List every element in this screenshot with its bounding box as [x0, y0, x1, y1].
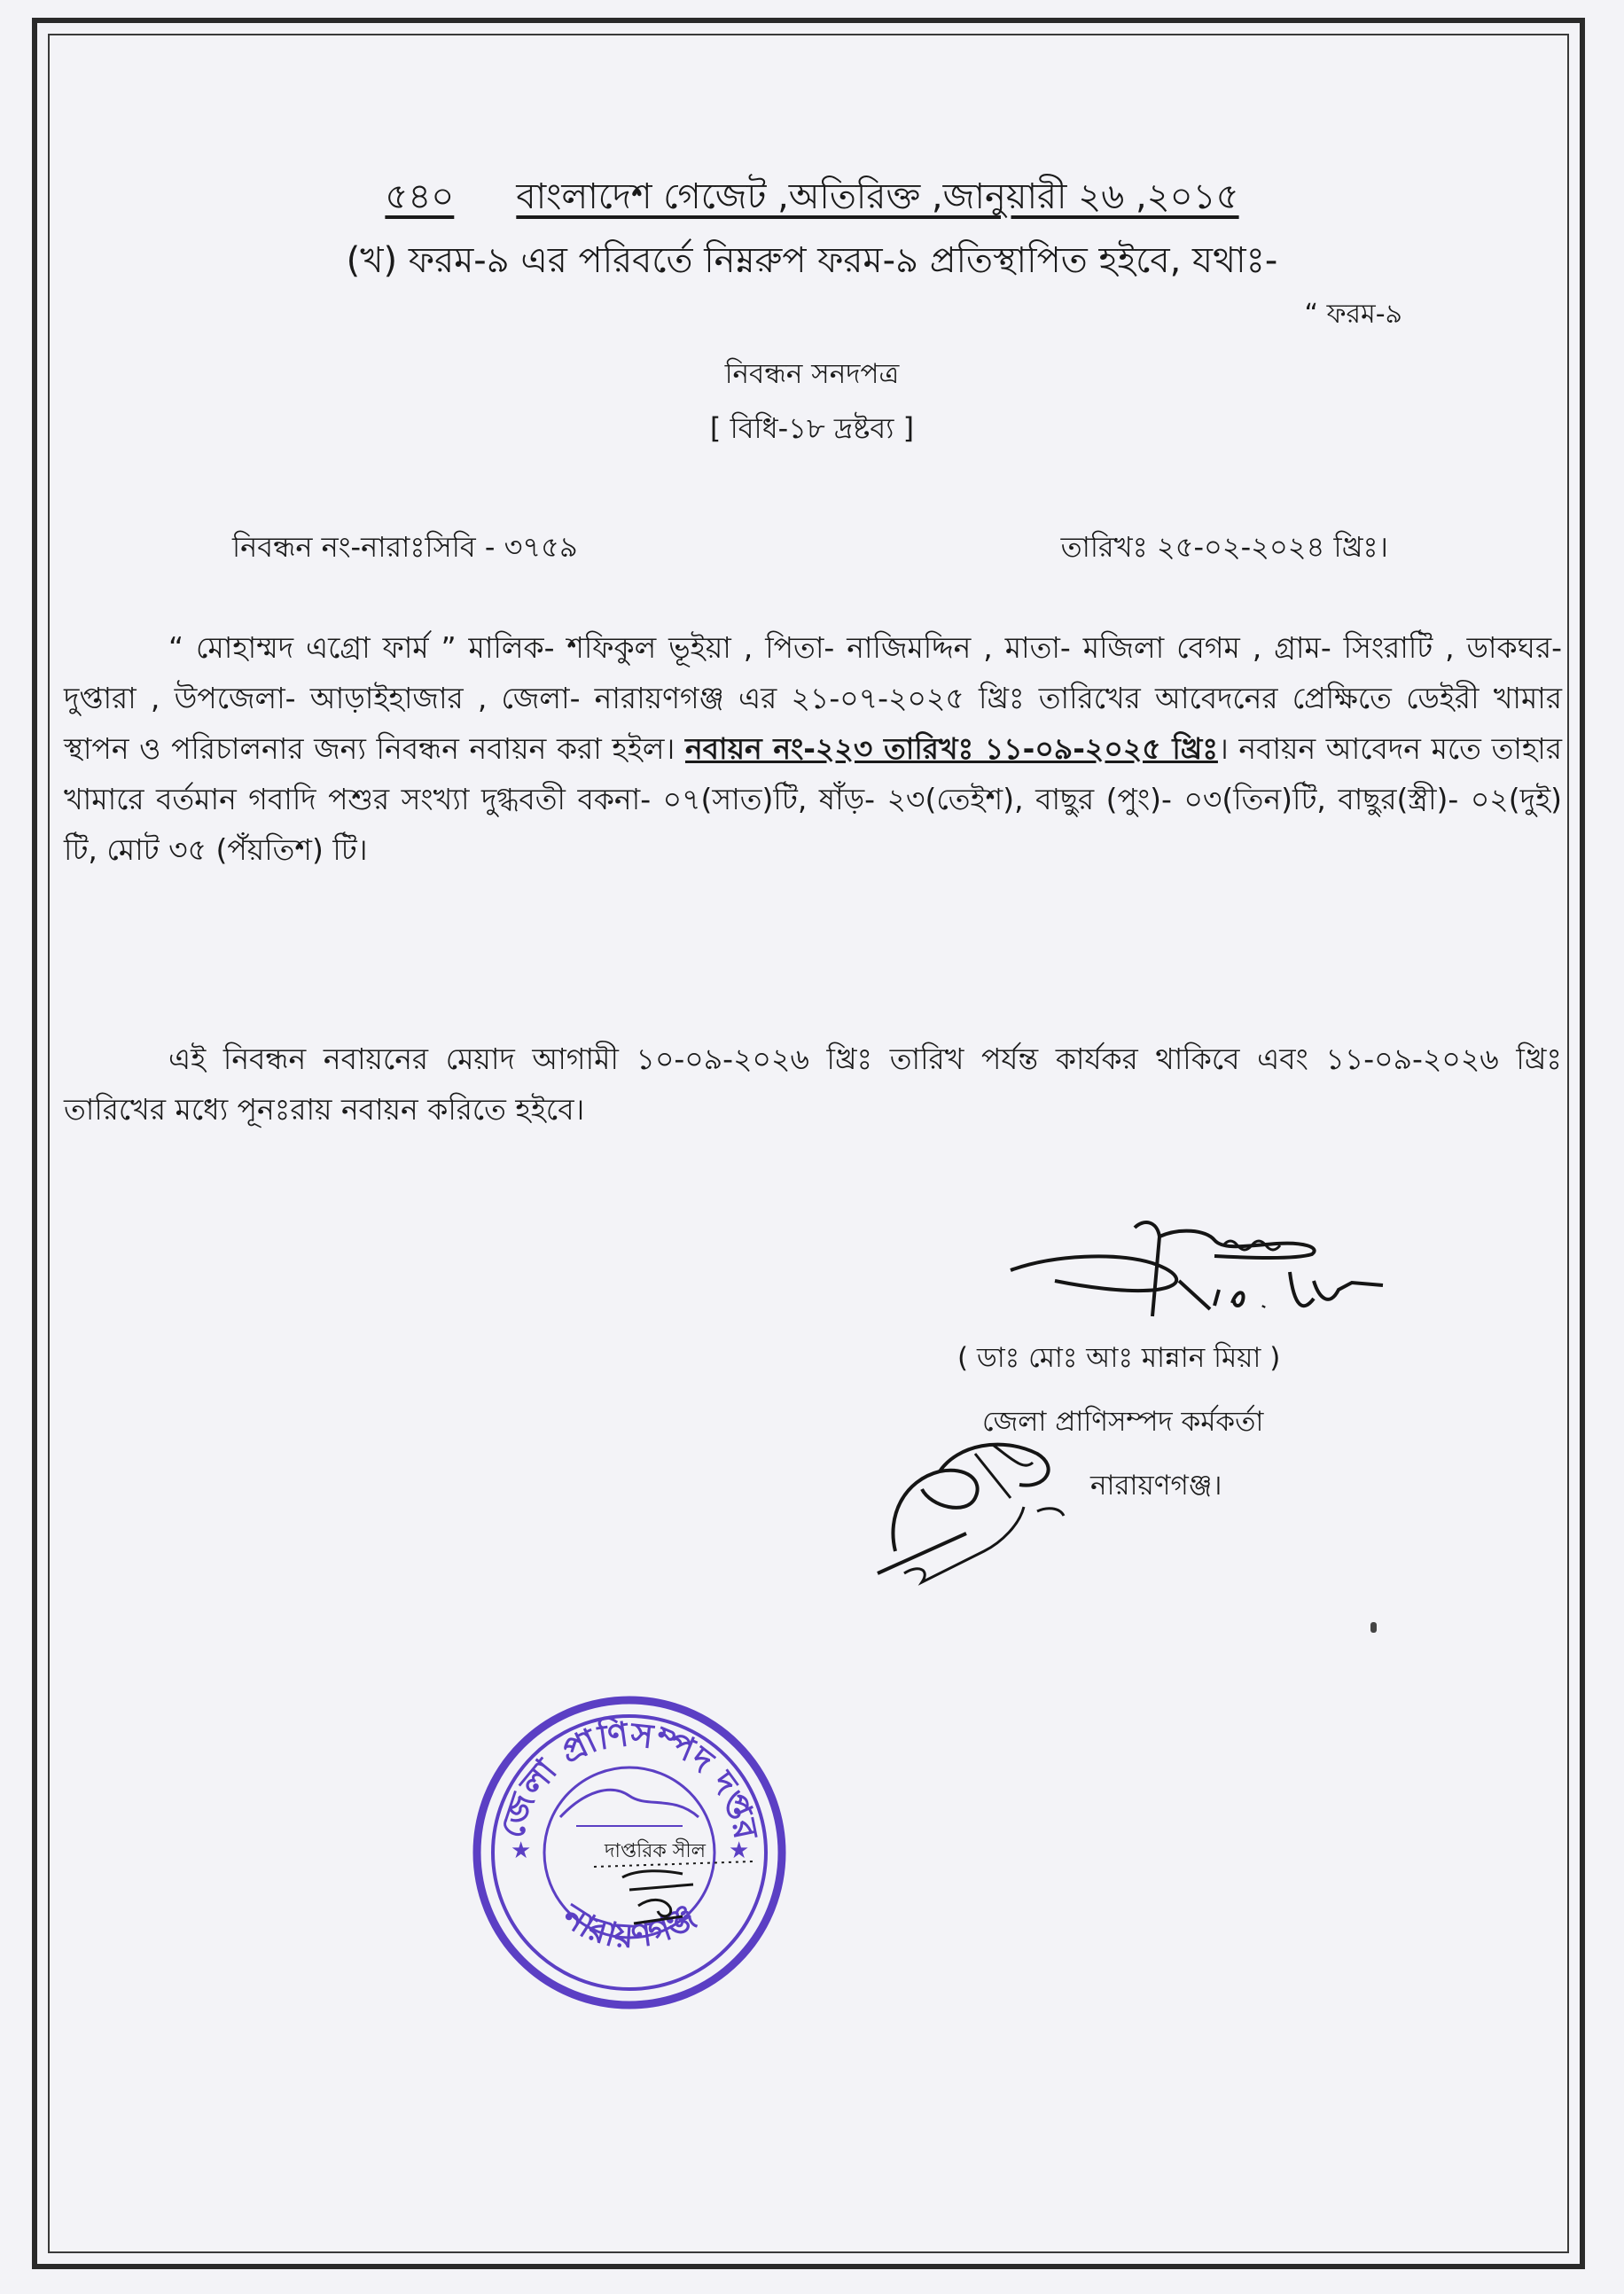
renewal-number: নবায়ন নং-২২৩ তারিখঃ ১১-০৯-২০২৫ খ্রিঃ — [684, 731, 1218, 766]
seal-star-left: ★ — [511, 1838, 532, 1864]
svg-text:নারায়ণগঞ্জ — [554, 1895, 702, 1955]
renewal-text-part1: “ মোহাম্মদ এগ্রো ফার্ম ” মালিক- শফিকুল ভূইয়া , পিতা- নাজিমদ্দিন , মাতা- মজিলা বেগম , গ্রাম- সিংরাটি , ডাকঘর- দুপ্তারা , উপজেলা- আড়াইহাজার , জেলা- নারায়ণগঞ্জ এর ২১-০৭-২০২৫ খ্রিঃ তারিখের আবেদনের প্রেক্ষিতে ডেইরী খামার স্থাপন ও পরিচালনার জন্য নিবন্ধন নবায়ন করা হইল। — [64, 630, 1562, 766]
ink-speck — [1370, 1622, 1377, 1633]
form-reference: “ ফরম-৯ — [1304, 299, 1402, 330]
certificate-title: নিবন্ধন সনদপত্র — [724, 358, 900, 390]
counter-signature — [869, 1418, 1099, 1604]
gazette-line: বাংলাদেশ গেজেট ,অতিরিক্ত ,জানুয়ারী ২৬ ,২০১৫ — [516, 176, 1239, 217]
gazette-header — [0, 168, 1624, 228]
seal-star-right: ★ — [729, 1838, 750, 1864]
validity-paragraph — [64, 1034, 1562, 1135]
seal-top-text: জেলা প্রাণিসম্পদ দপ্তর — [492, 1714, 766, 1843]
registration-number: নিবন্ধন নং-নারাঃসিবি - ৩৭৫৯ — [232, 530, 578, 564]
official-seal — [461, 1684, 798, 2021]
registration-date: তারিখঃ ২৫-০২-২০২৪ খ্রিঃ। — [1060, 530, 1388, 564]
signatory-name: ( ডাঃ মোঃ আঃ মান্নান মিয়া ) — [957, 1342, 1281, 1374]
validity-text: এই নিবন্ধন নবায়নের মেয়াদ আগামী ১০-০৯-২০২৬ খ্রিঃ তারিখ পর্যন্ত কার্যকর থাকিবে এবং ১১-০৯-২০২৬ খ্রিঃ তারিখের মধ্যে পূনঃরায় নবায়ন করিতে হইবে। — [64, 1042, 1562, 1127]
signatory-place: নারায়ণগঞ্জ। — [1090, 1470, 1222, 1502]
rule-reference: [ বিধি-১৮ দ্রষ্টব্য ] — [709, 411, 915, 445]
renewal-paragraph — [64, 622, 1562, 875]
officer-signature — [1002, 1201, 1463, 1334]
page-number: ৫৪০ — [385, 176, 455, 217]
renewal-text-part2: । নবায়ন আবেদন মতে তাহার খামারে বর্তমান গবাদি পশুর সংখ্যা দুগ্ধবতী বকনা- ০৭(সাত)টি, ষাঁড়- ২৩(তেইশ), বাছুর (পুং)- ০৩(তিন)টি, বাছুর(স্ত্রী)- ০২(দুই) টি, মোট ৩৫ (পঁয়তিশ) টি। — [64, 731, 1562, 867]
form-replacement-heading: (খ) ফরম-৯ এর পরিবর্তে নিম্নরুপ ফরম-৯ প্রতিস্থাপিত হইবে, যথাঃ- — [346, 240, 1278, 281]
seal-inner-label: দাপ্তরিক সীল — [605, 1840, 707, 1862]
seal-bottom-text: নারায়ণগঞ্জ — [556, 1896, 703, 1956]
signatory-designation: জেলা প্রাণিসম্পদ কর্মকর্তা — [982, 1406, 1264, 1438]
